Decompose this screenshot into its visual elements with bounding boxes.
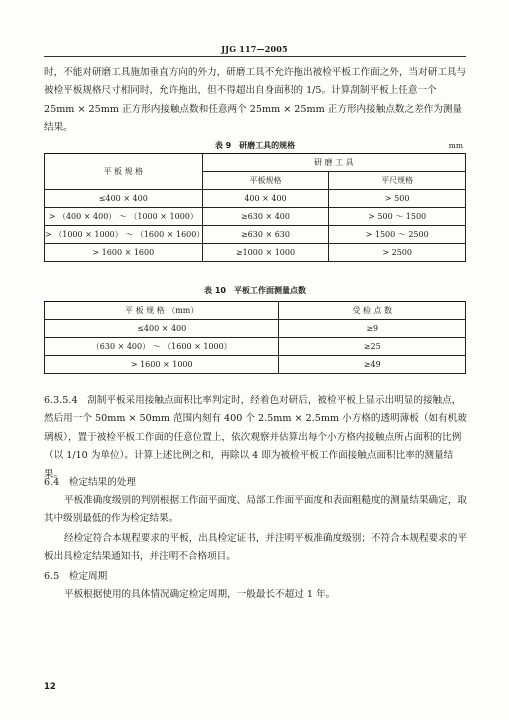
table-cell: > 1600 × 1600 <box>45 244 203 262</box>
table10-header-flat-spec: 平 板 规 格 （mm） <box>45 302 279 320</box>
section-6-5-heading: 6.5 检定周期 <box>44 571 108 582</box>
table-cell: （630 × 400） ～ （1600 × 1000） <box>45 338 279 356</box>
table-row <box>45 208 466 226</box>
table9-header-grinding-tool: 研 磨 工 具 <box>202 154 465 172</box>
section-6-3-5-4: 6.3.5.4 刮制平板采用接触点面积比率判定时，经着色对研后，被检平板上显示出明显的接触点，然后用一个 50mm × 50mm 范围内刻有 400 个 2.5mm × 2.5mm 小方格的透明薄板（如有机玻璃板），置于被检平板工作面的任意位置上，依次观察并估算出每个小方格内接触点所占面积的比例（以 1/10 为单位）。计算上述比例之和，再除以 4 即为被检平板工作面接触点面积比率的测量结果。 <box>44 395 467 480</box>
table-cell: ≥9 <box>279 320 466 338</box>
section-6-5-para1: 平板根据使用的具体情况确定检定周期，一般最长不超过 1 年。 <box>64 589 336 600</box>
table-cell: > 1600 × 1000 <box>45 356 279 374</box>
table9-header-flat-spec: 平 板 规 格 <box>45 154 203 190</box>
table-cell: ≥630 × 400 <box>202 208 329 226</box>
table-cell: > 1500 ～ 2500 <box>329 226 466 244</box>
table-row <box>45 356 466 374</box>
table9-caption: 表 9 研磨工具的规格 <box>214 141 296 150</box>
table-cell: > （400 × 400） ～ （1000 × 1000） <box>45 208 203 226</box>
table-row <box>45 320 466 338</box>
table10-caption: 表 10 平板工作面测量点数 <box>204 286 306 295</box>
table9-subheader-ruler-spec: 平尺规格 <box>329 172 466 190</box>
section-6-4-heading: 6.4 检定结果的处理 <box>44 477 137 488</box>
table10 <box>44 301 466 374</box>
table-cell: ≤400 × 400 <box>45 190 203 208</box>
table-row <box>45 338 466 356</box>
table9-subheader-flat-spec: 平板规格 <box>202 172 329 190</box>
table10-header-points: 受 检 点 数 <box>279 302 466 320</box>
table-cell: ≥630 × 630 <box>202 226 329 244</box>
header-rule <box>44 56 466 57</box>
table-cell: 400 × 400 <box>202 190 329 208</box>
section-6-4-para2: 经检定符合本规程要求的平板，出具检定证书，并注明平板准确度级别；不符合本规程要求的平板出具检定结果通知书，并注明不合格项目。 <box>44 533 467 563</box>
table-cell: ≥1000 × 1000 <box>202 244 329 262</box>
table-cell: > 500 <box>329 190 466 208</box>
table9-unit: mm <box>448 141 463 150</box>
table-cell: ≥49 <box>279 356 466 374</box>
table9 <box>44 153 466 262</box>
page-header: JJG 117—2005 <box>221 44 288 54</box>
page-number: 12 <box>44 682 56 692</box>
table-cell: > （1000 × 1000） ～ （1600 × 1600） <box>45 226 203 244</box>
table-cell: ≥25 <box>279 338 466 356</box>
table-row <box>45 244 466 262</box>
table-cell: > 500 ～ 1500 <box>329 208 466 226</box>
table-row <box>45 190 466 208</box>
table-row <box>45 226 466 244</box>
table-cell: ≤400 × 400 <box>45 320 279 338</box>
intro-paragraph: 时，不能对研磨工具施加垂直方向的外力，研磨工具不允许拖出被检平板工作面之外，当对研工具与被检平板规格尺寸相同时，允许拖出，但不得超出自身面积的 1/5。计算刮制平板上任意一个 25mm × 25mm 正方形内接触点数和任意两个 25mm × 25mm 正方形内接触点数之差作为测量结果。 <box>44 67 467 134</box>
section-6-4-para1: 平板准确度级别的判别根据工作面平面度、局部工作面平面度和表面粗糙度的测量结果确定，取其中级别最低的作为检定结果。 <box>44 495 467 525</box>
table-cell: > 2500 <box>329 244 466 262</box>
